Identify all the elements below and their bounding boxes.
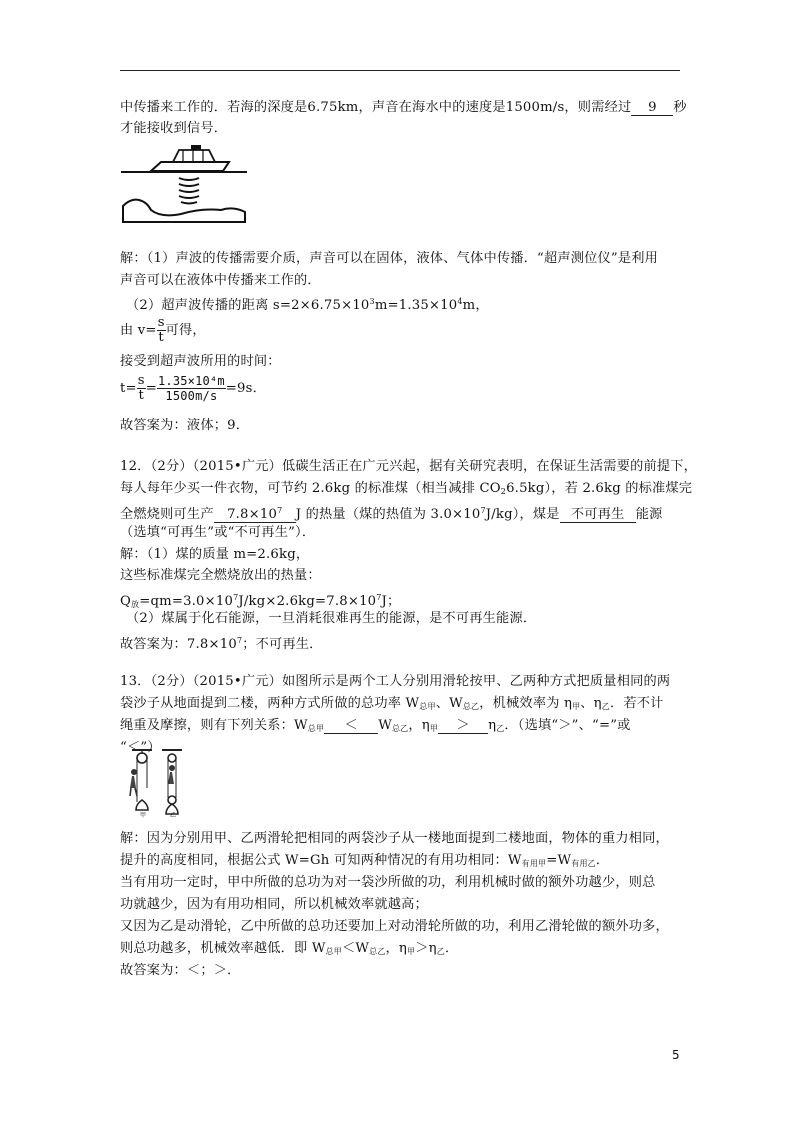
fraction: $\frac{s}{t}$ (157, 315, 165, 345)
q12-line-2: 每人每年少买一件衣物，可节约 2.6kg 的标准煤（相当减排 $CO_26.5kg$），若 2.6kg 的标准煤完 (120, 481, 693, 496)
q12-answer-blank-2: 不可再生 (560, 508, 636, 523)
fraction: $\frac{s}{t}$ (137, 373, 145, 403)
q13-solution-5: 又因为乙是动滑轮，乙中所做的总功还要加上对动滑轮所做的功，利用乙滑轮做的额外功多， (120, 919, 669, 934)
figure-label-a: 甲 (140, 812, 147, 819)
q11-answer-blank: 9 (631, 101, 673, 116)
q13-line-2: 袋沙子从地面提到二楼，两种方式所做的总功率 $W_{总甲}$、$W_{总乙}$，机械效率为 $\eta_甲$、$\eta_乙$．若不计 (120, 696, 664, 711)
q11-solution-5: 接受到超声波所用的时间： (120, 354, 281, 369)
q12-solution-1: 解：（1）煤的质量 m=2.6kg， (120, 547, 310, 562)
q12-solution-2: 这些标准煤完全燃烧放出的热量： (120, 568, 321, 583)
q12-line-4: （选填“可再生”或“不可再生”）． (120, 525, 316, 540)
q11-solution-1: 解：（1）声波的传播需要介质，声音可以在固体，液体、气体中传播．“超声测位仪”是利用 (120, 251, 658, 266)
q12-solution-4: （2）煤属于化石能源，一旦消耗很难再生的能源，是不可再生能源． (126, 611, 537, 626)
sonar-boat-figure (121, 142, 247, 224)
q12-answer: 故答案为：$7.8\times 10^7$；不可再生． (120, 636, 323, 652)
q13-solution-1: 解：因为分别用甲、乙两滑轮把相同的两袋沙子从一楼地面提到二楼地面，物体的重力相同， (120, 831, 669, 846)
q11-answer: 故答案为：液体；9． (120, 418, 250, 433)
q11-line-1 (120, 99, 687, 116)
q11-text-end: 秒 (673, 100, 687, 115)
q11-solution-2: 声音可以在液体中传播来工作的． (120, 273, 321, 288)
q11-solution-3: （2）超声波传播的距离 $s=2\times 6.75\times 10^3m=1.35\times 10^4m$， (126, 297, 489, 313)
q11-line-2: 才能接收到信号． (120, 121, 228, 136)
q13-line-4: “＜”） (120, 740, 161, 755)
q11-text: 中传播来工作的．若海的深度是6.75km，声音在海水中的速度是1500m/s，则需经过 (120, 100, 632, 115)
q12-line-3: 全燃烧则可生产 $7.8\times 10^7$ J 的热量（煤的热值为 $3.0\times 10^7J/kg$），煤是 不可再生 能源 (120, 506, 663, 522)
q13-answer-blank-1: ＜ (324, 719, 378, 734)
pulley-figure (126, 748, 188, 818)
q13-line-1: 13．（2分）（2015•广元）如图所示是两个工人分别用滑轮按甲、乙两种方式把质量相同的两 (120, 674, 671, 689)
page-number: 5 (672, 1048, 680, 1062)
q12-line-1: 12．（2分）（2015•广元）低碳生活正在广元兴起，据有关研究表明，在保证生活需要的前提下， (120, 459, 698, 474)
figure-label-b: 乙 (170, 812, 177, 819)
q13-solution-3: 当有用功一定时，甲中所做的总功为对一袋沙所做的功，利用机械时做的额外功越少，则总 (120, 875, 656, 890)
q11-solution-4: 由 v= $\frac{s}{t}$ 可得， (120, 315, 206, 345)
q13-solution-2: 提升的高度相同，根据公式 W=Gh 可知两种情况的有用功相同：$W_{有用甲}=W_{有用乙}$． (120, 853, 610, 868)
q13-solution-4: 功就越少，因为有用功相同，所以机械效率就越高； (120, 897, 428, 912)
header-rule (120, 70, 680, 71)
q11-solution-6: t= $\frac{s}{t}$ = $\frac{\text{1.35×10⁴m}}{1500m/s}$ =9s． (120, 373, 266, 403)
q13-solution-6: 则总功越多，机械效率越低．即 $W_{总甲}<W_{总乙}$，$\eta_甲>\eta_乙$． (120, 941, 459, 956)
q13-answer: 故答案为：＜；＞． (120, 963, 241, 978)
fraction: $\frac{\text{1.35×10⁴m}}{1500m/s}$ (157, 374, 225, 403)
q12-solution-3: $Q_放=qm=3.0\times 10^7J/kg\times 2.6kg=7.8\times 10^7J$； (120, 593, 401, 609)
q12-answer-blank-1: $7.8\times 10^7$ (214, 504, 296, 523)
q13-line-3: 绳重及摩擦，则有下列关系：$W_{总甲} < W_{总乙}$，$\eta_甲 > \eta_乙$．（选填“＞”、“=”或 (120, 718, 631, 733)
q13-answer-blank-2: ＞ (438, 719, 488, 734)
